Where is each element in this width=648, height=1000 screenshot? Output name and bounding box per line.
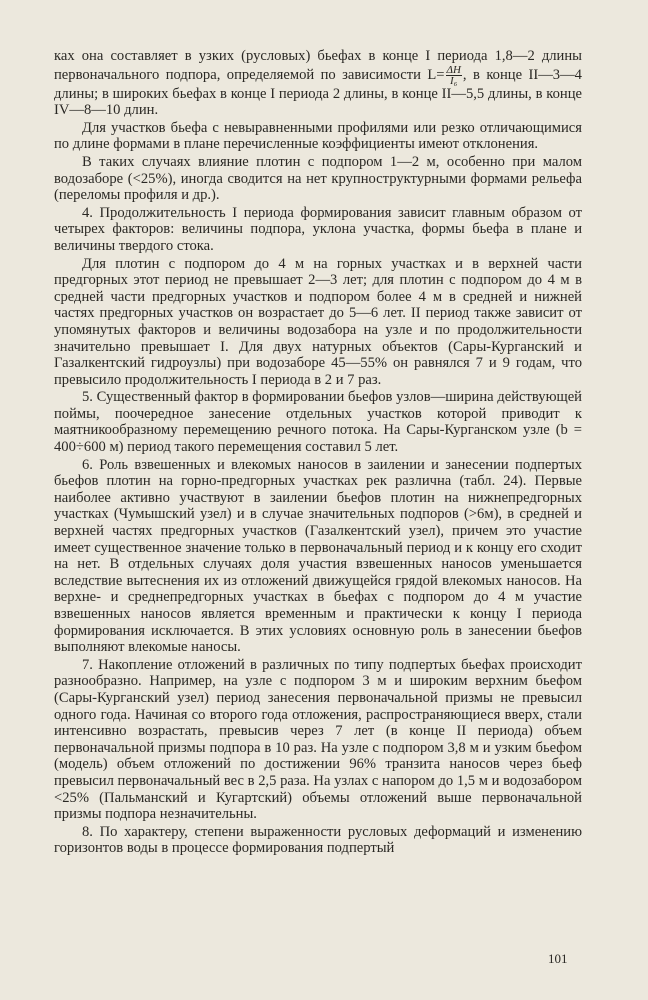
paragraph-8: 7. Накопление отложений в различных по типу подпертых бьефах происходит разнообразно. Например, на узле с подпором 3 м и широким верхним бьефом (Сары-Курганский узел) период занесения первоначальной призмы не превысил одного года. Начиная со второго года отложения, распространяющиеся вверх, стали интенсивно возрастать, превысив через 7 лет (в конце II периода) объем первоначальной призмы подпора в 10 раз. На узле с подпором 3,8 м и узким бьефом (модель) объем отложений по достижении 96% транзита наносов через бьеф превысил первоначальный вес в 2,5 раза. На узлах с напором до 1,5 м и водозабором <25% (Пальманский и Кугартский) объемы отложений выше первоначальной призмы подпора незначительны. [54, 656, 582, 823]
paragraph-5: Для плотин с подпором до 4 м на горных участках и в верхней части предгорных этот период не превышает 2—3 лет; для плотин с подпором до 4 м в средней части предгорных участков и подпором более 4 м в средней и нижней частях предгорных участков он возрастает до 5—6 лет. II период также зависит от упомянутых факторов и величины водозабора на узле и по продолжительности значительно превышает I. Для двух натурных объектов (Сары-Курганский и Газалкентский гидроузлы) при водозаборе 45—55% он равнялся 7 и 9 годам, что превысило продолжительность I периода в 2 и 7 раз. [54, 255, 582, 388]
formula-denominator: I₆ [449, 74, 458, 87]
formula-numerator: ΔH [446, 63, 461, 76]
paragraph-2: Для участков бьефа с невыравненными профилями или резко отличающимися по длине формами в плане перечисленные коэффициенты имеют отклонения. [54, 119, 582, 153]
paragraph-1 [54, 48, 582, 119]
paragraph-1-end: , в конце II—3—4 длины; в широких бьефах в конце I периода 2 длины, в конце II—5,5 длины, в конце IV—8—10 длин. [54, 66, 582, 119]
body-text [54, 48, 582, 858]
formula-fraction [446, 65, 462, 86]
paragraph-7: 6. Роль взвешенных и влекомых наносов в заилении и занесении подпертых бьефов плотин на горно-предгорных участках рек различна (табл. 24). Первые наиболее активно участвуют в заилении бьефов плотин на нижнепредгорных участках (Чумышский узел) и в случае значительных подпоров (>6м), в средней и верхней частях предгорных участков (Газалкентский узел), причем это участие имеет существенное значение только в первоначальный период и к концу его сходит на нет. В отдельных случаях доля участия взвешенных наносов уменьшается вследствие вытеснения их из отложений движущейся грядой влекомых наносов. На верхне- и среднепредгорных участках в бьефах с подпором до 4 м участие взвешенных наносов является временным и практически к концу I периода формирования исключается. В этих условиях основную роль в занесении бьефов выполняют влекомые наносы. [54, 456, 582, 656]
formula-lhs: L= [427, 66, 445, 83]
page-number: 101 [548, 951, 568, 966]
paragraph-1-start: ках она составляет в узких (русловых) бьефах в конце I периода 1,8—2 длины первоначального подпора, определяемой по зависимости [54, 48, 582, 83]
paragraph-4: 4. Продолжительность I периода формирования зависит главным образом от четырех факторов: величины подпора, уклона участка, формы бьефа в плане и величины твердого стока. [54, 204, 582, 254]
paragraph-3: В таких случаях влияние плотин с подпором 1—2 м, особенно при малом водозаборе (<25%), иногда сводится на нет крупноструктурными формами рельефа (переломы профиля и др.). [54, 153, 582, 204]
paragraph-9: 8. По характеру, степени выраженности русловых деформаций и изменению горизонтов воды в процессе формирования подпертый [54, 823, 582, 857]
paragraph-6: 5. Существенный фактор в формировании бьефов узлов—ширина действующей поймы, поочередное занесение отдельных участков которой приводит к маятникообразному перемещению речного потока. На Сары-Курганском узле (b = 400÷600 м) период такого перемещения составил 5 лет. [54, 389, 582, 456]
